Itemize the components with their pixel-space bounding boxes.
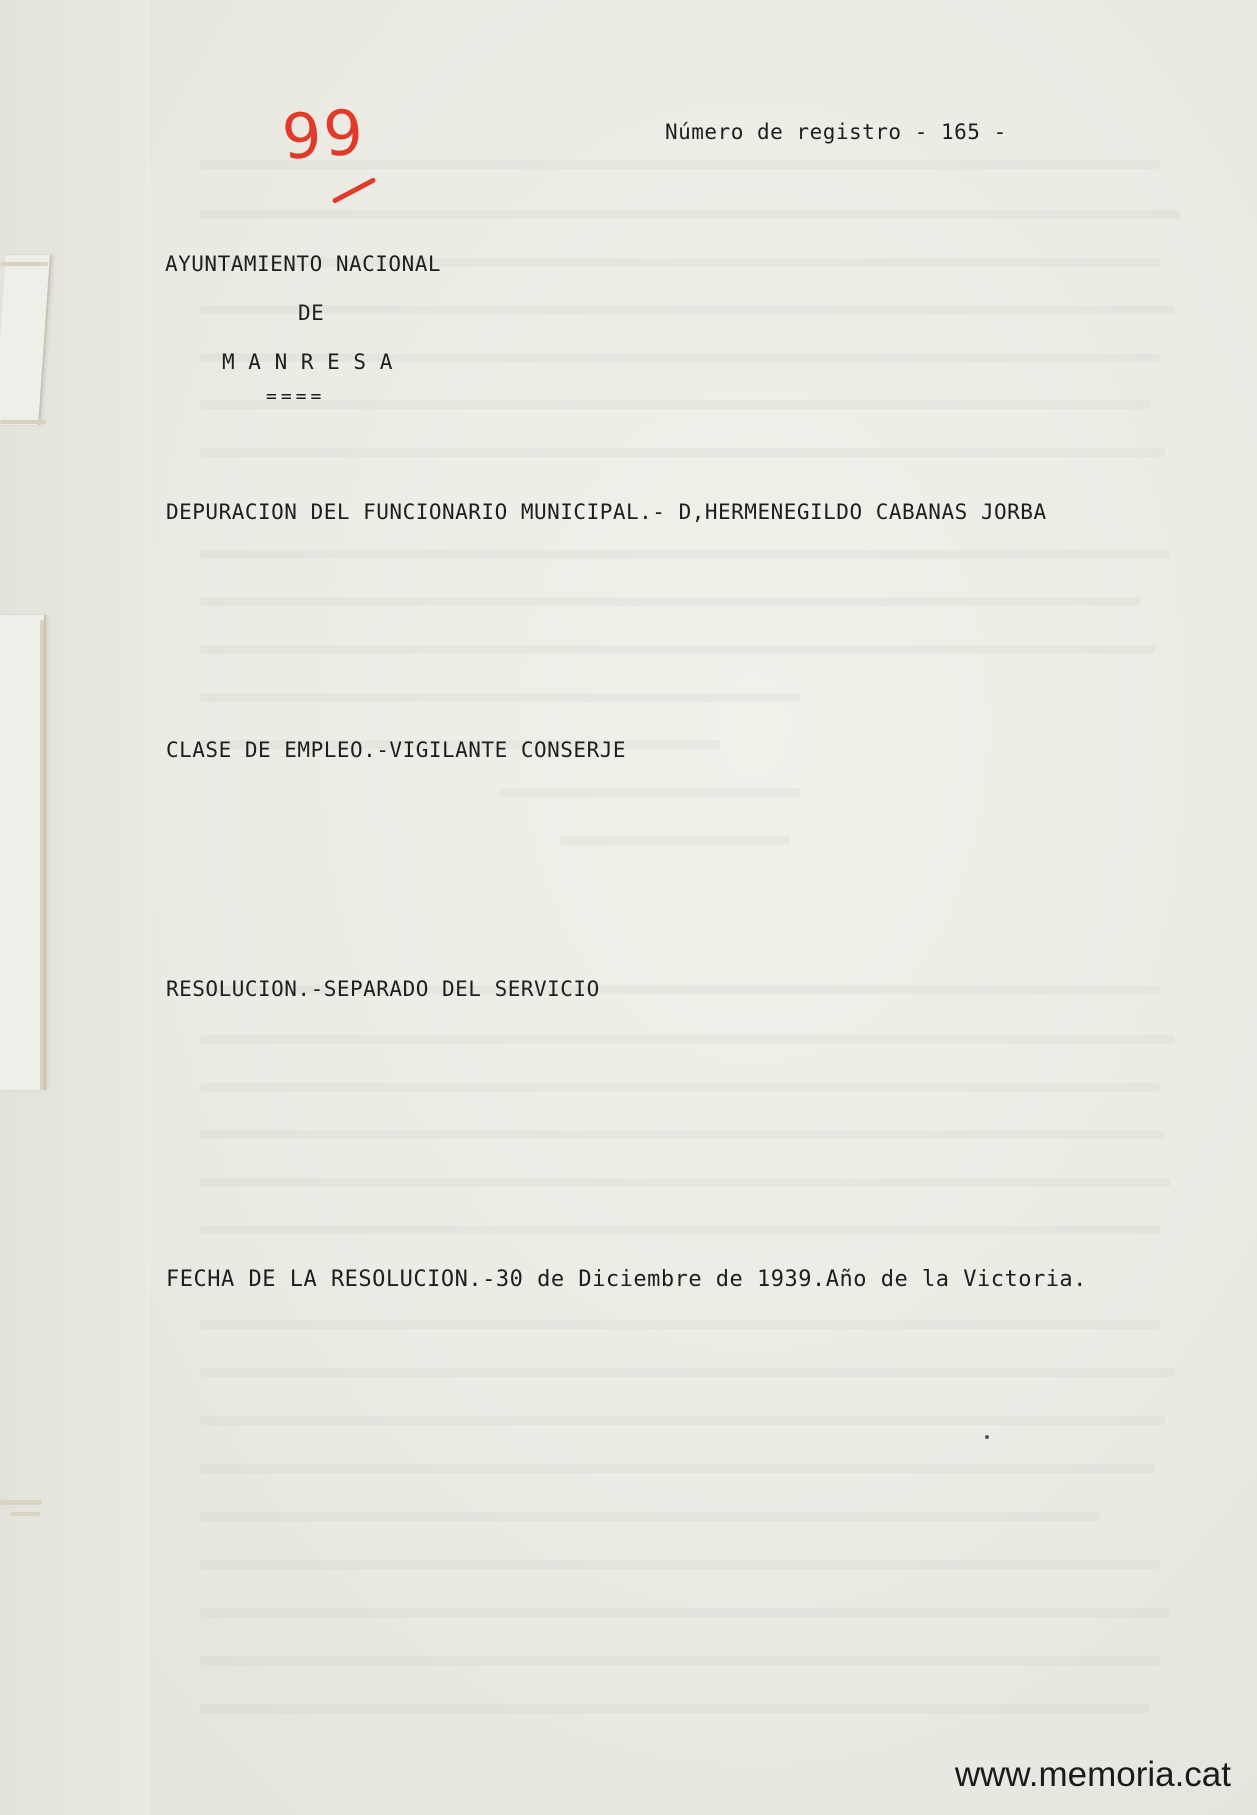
- binding-strip: [0, 0, 150, 1815]
- issuer-line-1: AYUNTAMIENTO NACIONAL: [165, 252, 442, 276]
- field-clase-empleo: CLASE DE EMPLEO.-VIGILANTE CONSERJE: [166, 738, 627, 762]
- paper-speck: [985, 1435, 989, 1439]
- binding-tab-top: [0, 255, 52, 425]
- binding-string-1: [0, 262, 48, 266]
- binding-string-3: [40, 620, 44, 1090]
- field-fecha-resolucion: FECHA DE LA RESOLUCION.-30 de Diciembre de 1939.Año de la Victoria.: [166, 1267, 1087, 1292]
- issuer-line-3: M A N R E S A: [222, 350, 393, 374]
- handwritten-folio-number: 99: [279, 95, 368, 174]
- binding-string-2: [0, 420, 46, 424]
- issuer-line-2: DE: [298, 301, 325, 325]
- registry-number: Número de registro - 165 -: [665, 120, 1007, 144]
- binding-string-4: [0, 1500, 42, 1505]
- handwritten-red-dash: [332, 177, 377, 204]
- watermark: www.memoria.cat: [954, 1755, 1231, 1794]
- field-resolucion: RESOLUCION.-SEPARADO DEL SERVICIO: [166, 977, 600, 1001]
- binding-string-5: [10, 1512, 40, 1516]
- field-depuracion: DEPURACION DEL FUNCIONARIO MUNICIPAL.- D,HERMENEGILDO CABANAS JORBA: [166, 500, 1047, 524]
- issuer-underline: ====: [266, 386, 326, 407]
